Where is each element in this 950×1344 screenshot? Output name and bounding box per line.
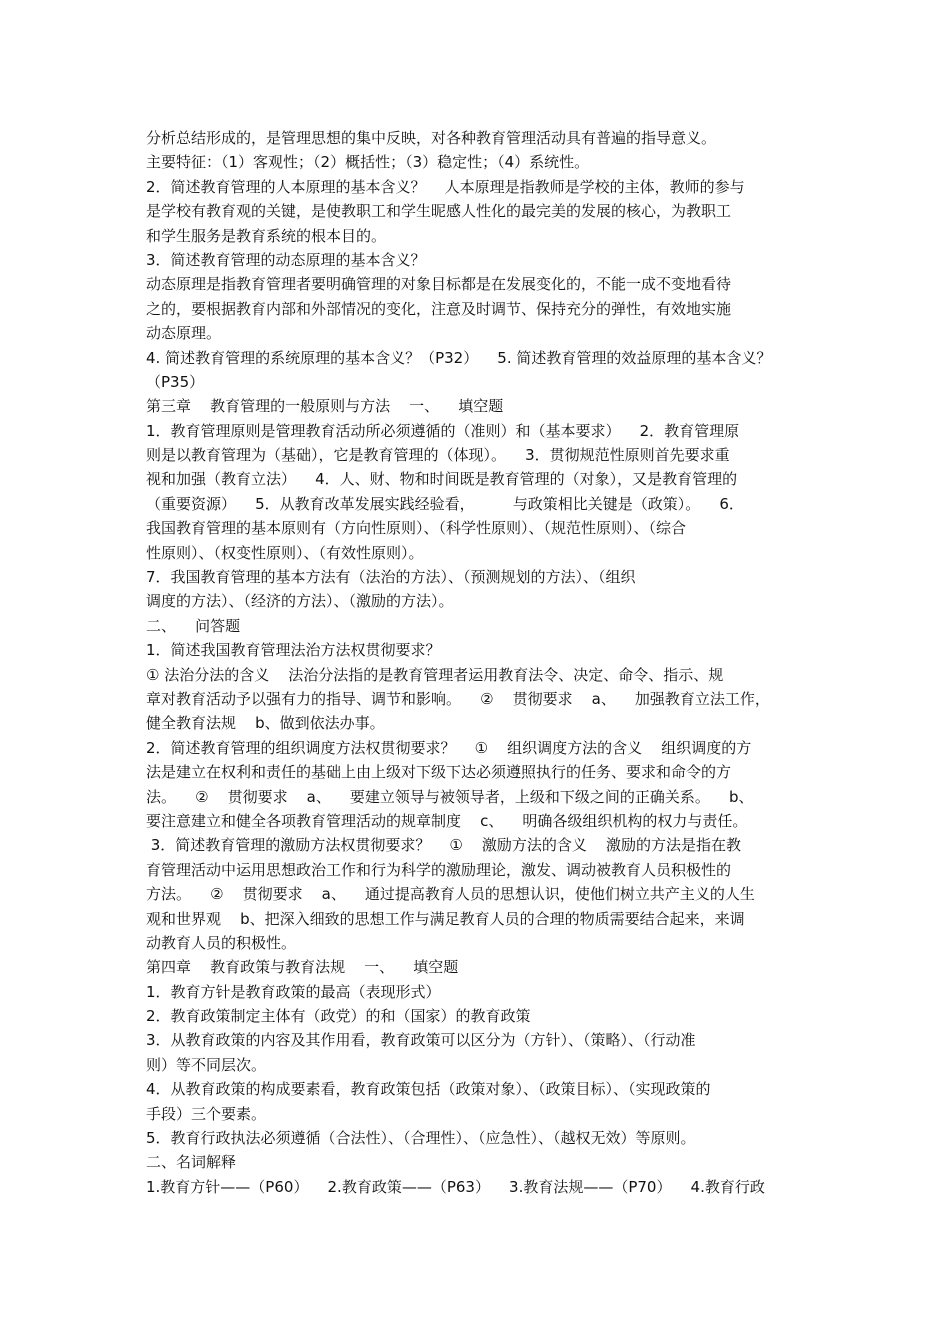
text-line: 2．简述教育管理的人本原理的基本含义？ 人本原理是指教师是学校的主体，教师的参与 [146, 177, 745, 196]
text-line: 章对教育活动予以强有力的指导、调节和影响。 ② 贯彻要求 a、 加强教育立法工作， [146, 689, 770, 708]
text-line: 1.教育方针——（P60） 2.教育政策——（P63） 3.教育法规——（P70） 4.教育行政 [146, 1177, 765, 1196]
text-line: 2．简述教育管理的组织调度方法权贯彻要求？ ① 组织调度方法的含义 组织调度的方 [146, 738, 752, 757]
text-line: 1．教育方针是教育政策的最高（表现形式） [146, 982, 441, 1001]
text-line: 调度的方法）、（经济的方法）、（激励的方法）。 [146, 592, 454, 611]
text-line: 1．简述我国教育管理法治方法权贯彻要求？ [146, 641, 441, 660]
text-line: 3．从教育政策的内容及其作用看，教育政策可以区分为（方针）、（策略）、（行动准 [146, 1031, 696, 1050]
text-line: 观和世界观 b、把深入细致的思想工作与满足教育人员的合理的物质需要结合起来，来调 [146, 909, 745, 928]
text-line: 动教育人员的积极性。 [146, 933, 297, 952]
text-line: 分析总结形成的，是管理思想的集中反映，对各种教育管理活动具有普遍的指导意义。 [146, 129, 717, 147]
text-line: 3．简述教育管理的激励方法权贯彻要求？ ① 激励方法的含义 激励的方法是指在教 [146, 836, 741, 855]
text-line: 3．简述教育管理的动态原理的基本含义？ [146, 250, 426, 269]
text-line: 育管理活动中运用思想政治工作和行为科学的激励理论，激发、调动被教育人员积极性的 [146, 860, 732, 879]
document-body [146, 126, 818, 1199]
section-heading: 二、 问答题 [146, 616, 241, 635]
section-heading: 二、名词解释 [146, 1153, 237, 1172]
text-line: 则）等不同层次。 [146, 1055, 267, 1074]
text-line: 之的，要根据教育内部和外部情况的变化，注意及时调节、保持充分的弹性，有效地实施 [146, 299, 732, 318]
text-line: 要注意建立和健全各项教育管理活动的规章制度 c、 明确各级组织机构的权力与责任。 [146, 811, 748, 830]
text-line: 动态原理是指教育管理者要明确管理的对象目标都是在发展变化的，不能一成不变地看待 [146, 275, 732, 294]
text-line: 4．从教育政策的构成要素看，教育政策包括（政策对象）、（政策目标）、（实现政策的 [146, 1080, 711, 1099]
text-line: 5．教育行政执法必须遵循（合法性）、（合理性）、（应急性）、（越权无效）等原则。 [146, 1129, 696, 1148]
text-line: 1．教育管理原则是管理教育活动所必须遵循的（准则）和（基本要求） 2．教育管理原 [146, 421, 740, 440]
text-line: 是学校有教育观的关键，是使教职工和学生昵感人性化的最完美的发展的核心，为教职工 [146, 202, 732, 221]
text-line: 健全教育法规 b、做到依法办事。 [146, 714, 385, 733]
text-line: ① 法治分法的含义 法治分法指的是教育管理者运用教育法令、决定、命令、指示、规 [146, 665, 724, 684]
text-line: 性原则）、（权变性原则）、（有效性原则）。 [146, 543, 424, 562]
text-line: 视和加强（教育立法） 4．人、财、物和时间既是教育管理的（对象），又是教育管理的 [146, 470, 738, 489]
text-line: 法。 ② 贯彻要求 a、 要建立领导与被领导者，上级和下级之间的正确关系。 b、 [146, 787, 754, 806]
text-line: 7．我国教育管理的基本方法有（法治的方法）、（预测规划的方法）、（组织 [146, 568, 636, 587]
text-line: 方法。 ② 贯彻要求 a、 通过提高教育人员的思想认识，使他们树立共产主义的人生 [146, 885, 755, 904]
chapter-heading: 第三章 教育管理的一般原则与方法 一、 填空题 [146, 397, 504, 416]
text-line: 和学生服务是教育系统的根本目的。 [146, 226, 387, 245]
text-line: 4. 简述教育管理的系统原理的基本含义？（P32） 5. 简述教育管理的效益原理的基本含义？ [146, 348, 772, 367]
text-line: （P35） [146, 372, 205, 391]
text-line: 主要特征：（1）客观性；（2）概括性；（3）稳定性；（4）系统性。 [146, 153, 590, 172]
text-line: 则是以教育管理为（基础），它是教育管理的（体现）。 3．贯彻规范性原则首先要求重 [146, 446, 730, 465]
text-line: 法是建立在权利和责任的基础上由上级对下级下达必须遵照执行的任务、要求和命令的方 [146, 763, 732, 782]
text-line: 手段）三个要素。 [146, 1104, 267, 1123]
chapter-heading: 第四章 教育政策与教育法规 一、 填空题 [146, 958, 459, 977]
text-line: 2．教育政策制定主体有（政党）的和（国家）的教育政策 [146, 1007, 531, 1026]
text-line: 我国教育管理的基本原则有（方向性原则）、（科学性原则）、（规范性原则）、（综合 [146, 519, 687, 538]
text-line: 动态原理。 [146, 324, 222, 343]
text-line: （重要资源） 5．从教育改革发展实践经验看， 与政策相比关键是（政策）。 6． [146, 494, 744, 513]
